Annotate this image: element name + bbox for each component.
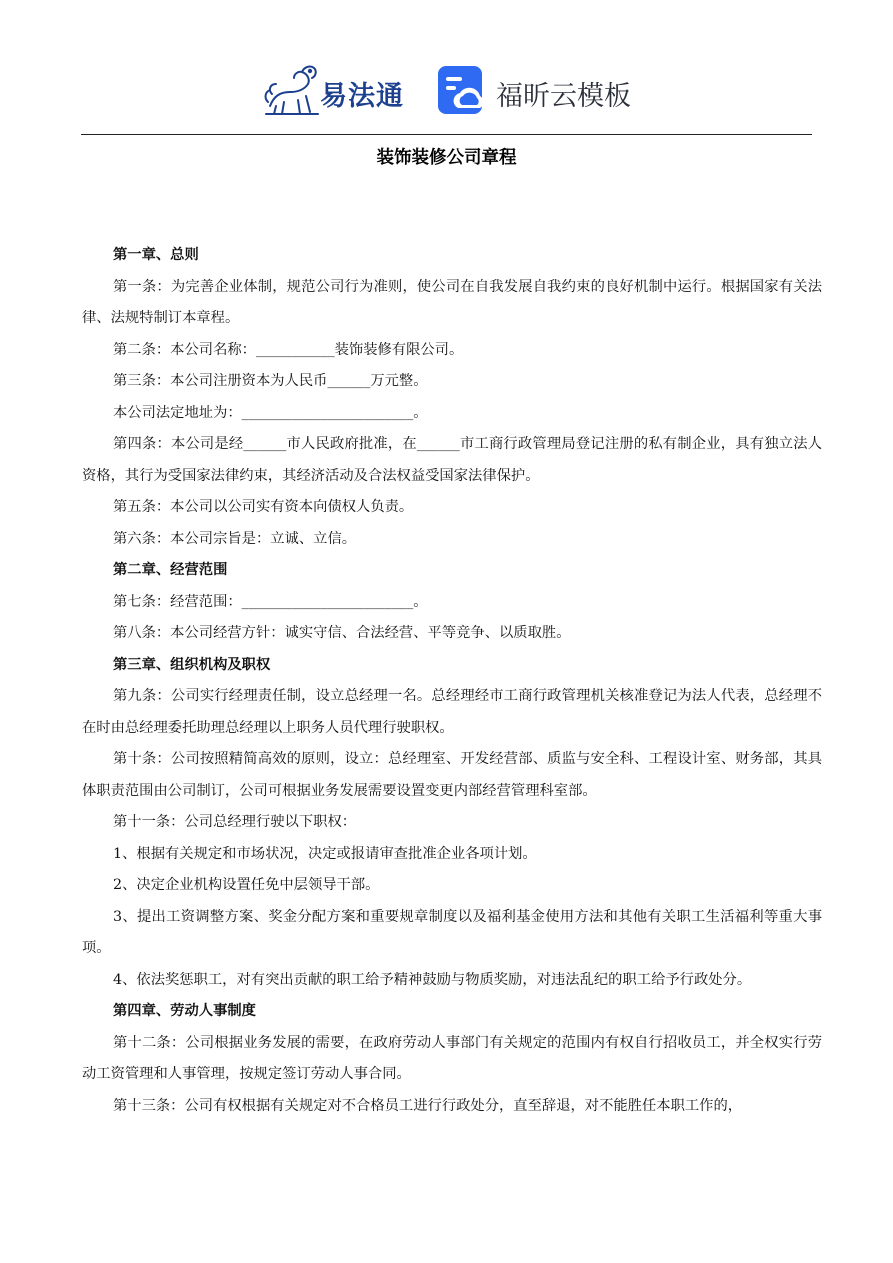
document-body <box>82 240 822 1122</box>
article-paragraph: 第十条：公司按照精简高效的原则，设立：总经理室、开发经营部、质监与安全科、工程设计室、财务部，其具体职责范围由公司制订，公司可根据业务发展需要设置变更内部经营管理科室部。 <box>82 751 822 799</box>
article-paragraph: 第十一条：公司总经理行驶以下职权： <box>113 814 357 830</box>
article-paragraph: 第八条：本公司经营方针：诚实守信、合法经营、平等竞争、以质取胜。 <box>113 625 571 641</box>
header-divider <box>81 134 812 135</box>
article-paragraph: 第七条：经营范围：________________________。 <box>113 593 428 610</box>
yifatong-logo <box>262 62 422 118</box>
chapter-heading: 第四章、劳动人事制度 <box>113 1003 256 1019</box>
header <box>0 60 893 124</box>
article-paragraph: 4、依法奖惩职工，对有突出贡献的职工给予精神鼓励与物质奖励，对违法乱纪的职工给予行政处分。 <box>113 971 752 988</box>
cloud-template-icon <box>436 64 486 118</box>
article-paragraph: 第四条：本公司是经______市人民政府批准，在______市工商行政管理局登记注册的私有制企业，具有独立法人资格，其行为受国家法律约束，其经济活动及合法权益受国家法律保护。 <box>82 436 822 484</box>
article-paragraph: 1、根据有关规定和市场状况，决定或报请审查批准企业各项计划。 <box>113 845 537 862</box>
qilin-icon <box>262 62 322 118</box>
article-paragraph: 第十二条：公司根据业务发展的需要，在政府劳动人事部门有关规定的范围内有权自行招收员工，并全权实行劳动工资管理和人事管理，按规定签订劳动人事合同。 <box>82 1034 822 1082</box>
fuxin-logo <box>436 64 636 118</box>
article-paragraph: 第五条：本公司以公司实有资本向债权人负责。 <box>113 499 414 515</box>
fuxin-logo-text: 福昕云模板 <box>496 81 631 112</box>
chapter-heading: 第三章、组织机构及职权 <box>113 656 271 673</box>
article-paragraph: 2、决定企业机构设置任免中层领导干部。 <box>113 877 380 893</box>
article-paragraph: 第十三条：公司有权根据有关规定对不合格员工进行行政处分，直至辞退，对不能胜任本职工作的， <box>113 1097 743 1114</box>
article-paragraph: 第一条：为完善企业体制，规范公司行为准则，使公司在自我发展自我约束的良好机制中运行。根据国家有关法律、法规特制订本章程。 <box>82 278 822 326</box>
chapter-heading: 第二章、经营范围 <box>113 562 228 578</box>
article-paragraph: 本公司法定地址为：________________________。 <box>113 404 428 421</box>
article-paragraph: 第九条：公司实行经理责任制，设立总经理一名。总经理经市工商行政管理机关核准登记为法人代表，总经理不在时由总经理委托助理总经理以上职务人员代理行驶职权。 <box>82 688 822 736</box>
yifatong-logo-text: 易法通 <box>320 81 404 112</box>
article-paragraph: 第六条：本公司宗旨是：立诚、立信。 <box>113 530 357 547</box>
article-paragraph: 3、提出工资调整方案、奖金分配方案和重要规章制度以及福利基金使用方法和其他有关职工生活福利等重大事项。 <box>82 908 822 956</box>
chapter-heading: 第一章、总则 <box>113 247 199 263</box>
document-title: 装饰装修公司章程 <box>376 148 517 168</box>
article-paragraph: 第二条：本公司名称：___________装饰装修有限公司。 <box>113 341 464 358</box>
article-paragraph: 第三条：本公司注册资本为人民币______万元整。 <box>113 373 428 389</box>
